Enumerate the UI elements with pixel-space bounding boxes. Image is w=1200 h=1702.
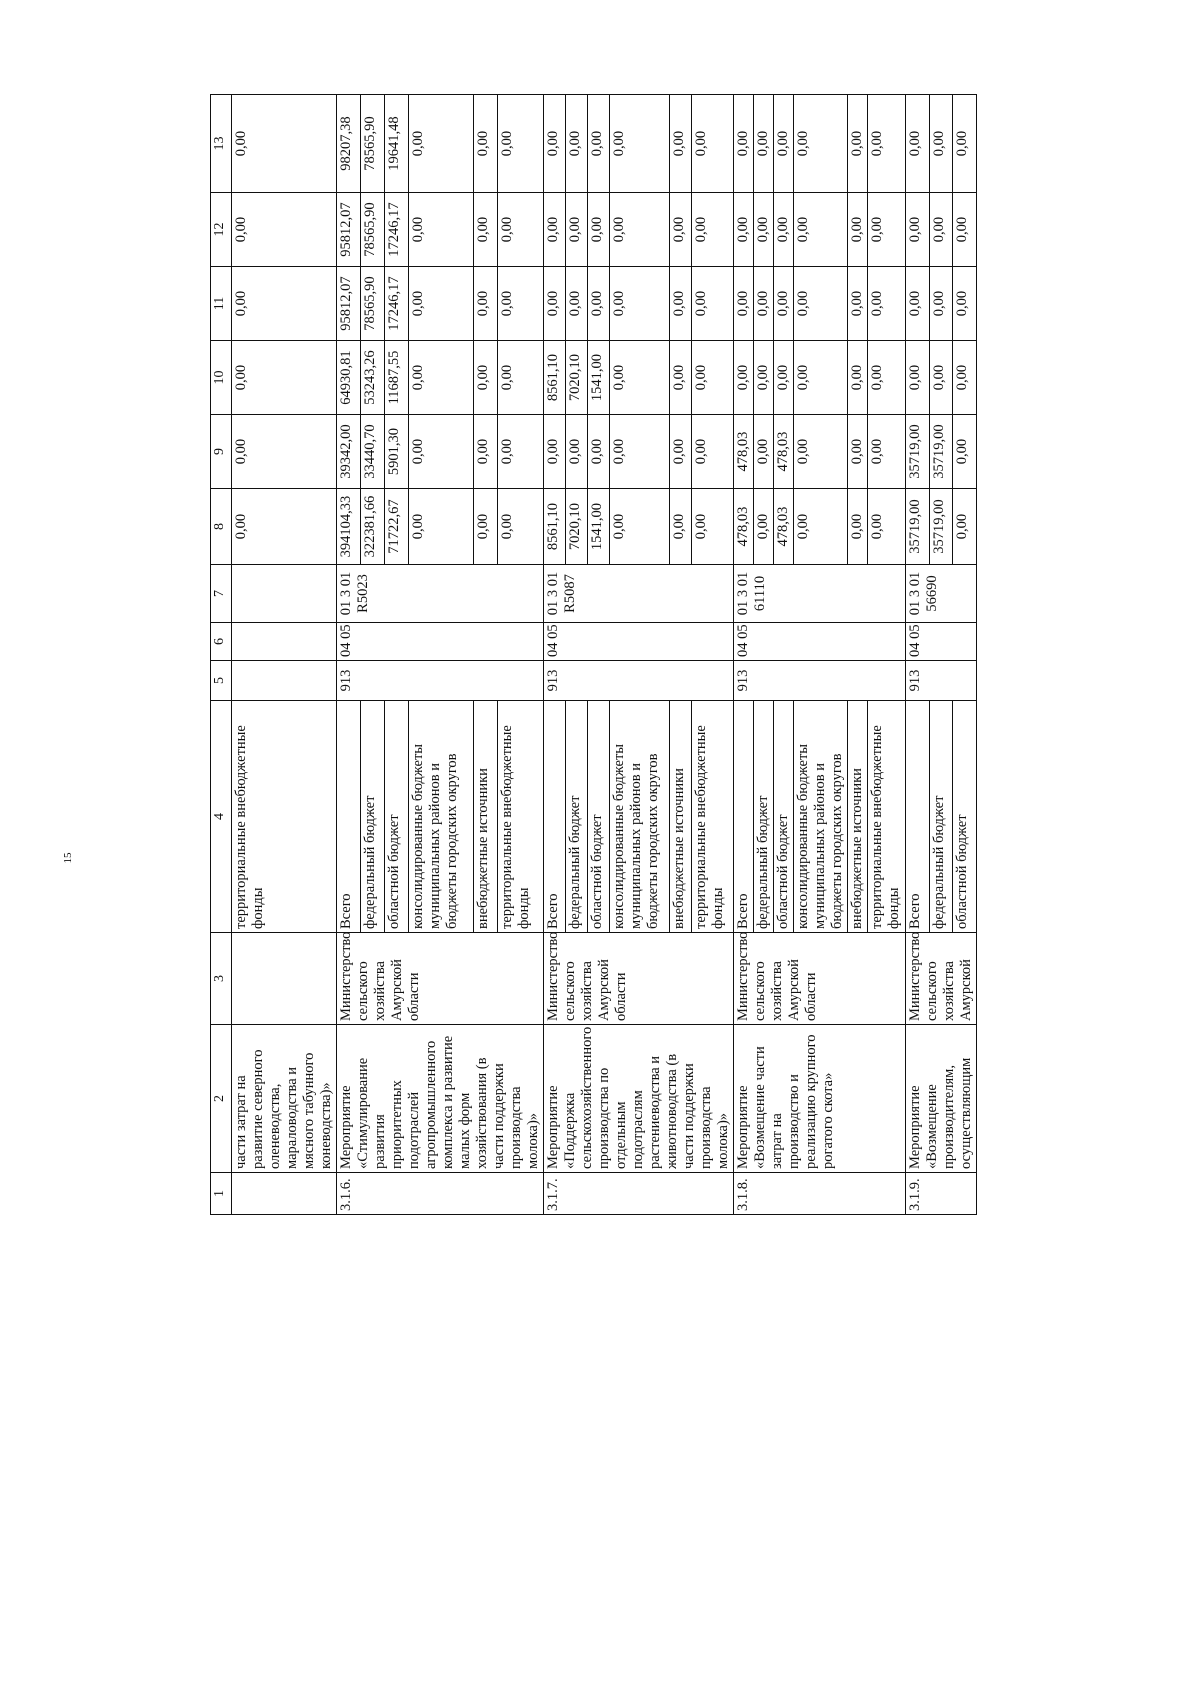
cell-value: 0,00 — [929, 341, 953, 415]
cell-value: 0,00 — [953, 341, 977, 415]
header-cell: 9 — [211, 415, 232, 489]
cell-value: 0,00 — [868, 415, 906, 489]
cell-rzpr: 04 05 — [906, 623, 977, 661]
cell-value: 0,00 — [610, 489, 670, 565]
cell-rzpr: 04 05 — [734, 623, 906, 661]
cell-value: 0,00 — [848, 489, 868, 565]
budget-table-sheet — [210, 95, 1102, 1215]
cell-value: 0,00 — [868, 267, 906, 341]
cell-source: областной бюджет — [774, 701, 794, 933]
header-cell: 7 — [211, 565, 232, 623]
cell-num: 3.1.8. — [734, 1173, 906, 1215]
cell-value: 0,00 — [691, 267, 733, 341]
cell-value: 0,00 — [232, 95, 337, 193]
cell-source: территориальные внебюджетные фонды — [232, 701, 337, 933]
header-cell: 2 — [211, 1025, 232, 1173]
cell-exec: Министерство сельского хозяйства Амурской области — [544, 933, 734, 1025]
cell-value: 0,00 — [588, 95, 610, 193]
cell-value: 98207,38 — [337, 95, 361, 193]
cell-value: 0,00 — [669, 267, 691, 341]
cell-value: 0,00 — [774, 341, 794, 415]
cell-value: 0,00 — [868, 193, 906, 267]
cell-value: 0,00 — [953, 267, 977, 341]
cell-value: 0,00 — [474, 489, 498, 565]
header-row — [211, 95, 232, 1215]
cell-source: областной бюджет — [385, 701, 409, 933]
cell-value: 478,03 — [774, 489, 794, 565]
cell-value: 0,00 — [953, 95, 977, 193]
cell-value: 0,00 — [566, 193, 588, 267]
cell-value: 0,00 — [754, 415, 774, 489]
cell-value: 0,00 — [953, 415, 977, 489]
cell-value: 0,00 — [868, 341, 906, 415]
cell-rzpr: 04 05 — [544, 623, 734, 661]
page-number: 15 — [62, 852, 74, 864]
cell-source: Всего — [544, 701, 566, 933]
cell-value: 78565,90 — [361, 267, 385, 341]
cell-value: 0,00 — [691, 489, 733, 565]
cell-source: Всего — [337, 701, 361, 933]
cell-value: 0,00 — [691, 415, 733, 489]
cell-value: 11687,55 — [385, 341, 409, 415]
cell-value: 95812,07 — [337, 267, 361, 341]
table-row — [544, 95, 566, 1215]
cell-value: 95812,07 — [337, 193, 361, 267]
cell-value: 0,00 — [610, 95, 670, 193]
header-cell: 4 — [211, 701, 232, 933]
cell-value: 0,00 — [544, 95, 566, 193]
cell-source: консолидированные бюджеты муниципальных районов и бюджеты городских округов — [409, 701, 474, 933]
cell-value: 8561,10 — [544, 341, 566, 415]
cell-value: 0,00 — [848, 341, 868, 415]
cell-value: 0,00 — [906, 95, 930, 193]
cell-source: внебюджетные источники — [474, 701, 498, 933]
cell-value: 0,00 — [409, 341, 474, 415]
cell-source: федеральный бюджет — [929, 701, 953, 933]
cell-value: 0,00 — [691, 95, 733, 193]
cell-csr: 01 3 01 61110 — [734, 565, 906, 623]
cell-value: 71722,67 — [385, 489, 409, 565]
cell-value: 0,00 — [848, 193, 868, 267]
cell-grbs: 913 — [544, 661, 734, 701]
cell-exec — [232, 933, 337, 1025]
cell-name: Мероприятие «Стимулирование развития приоритетных подотраслей агропромышленного комплекса и развитие малых форм хозяйствования (в части поддержки производства молока)» — [337, 1025, 544, 1173]
cell-value: 0,00 — [929, 95, 953, 193]
cell-grbs — [232, 661, 337, 701]
cell-source: территориальные внебюджетные фонды — [498, 701, 544, 933]
cell-value: 78565,90 — [361, 95, 385, 193]
header-cell: 8 — [211, 489, 232, 565]
cell-value: 0,00 — [544, 267, 566, 341]
cell-value: 0,00 — [669, 193, 691, 267]
cell-source: областной бюджет — [588, 701, 610, 933]
cell-value: 0,00 — [734, 193, 754, 267]
cell-value: 0,00 — [774, 267, 794, 341]
cell-value: 0,00 — [794, 341, 848, 415]
cell-value: 478,03 — [734, 415, 754, 489]
cell-value: 0,00 — [498, 489, 544, 565]
cell-value: 33440,70 — [361, 415, 385, 489]
cell-value: 0,00 — [409, 95, 474, 193]
cell-value: 0,00 — [232, 489, 337, 565]
cell-value: 7020,10 — [566, 341, 588, 415]
cell-value: 1541,00 — [588, 341, 610, 415]
cell-value: 0,00 — [929, 267, 953, 341]
header-cell: 12 — [211, 193, 232, 267]
cell-value: 0,00 — [929, 193, 953, 267]
cell-csr: 01 3 01 R5023 — [337, 565, 544, 623]
cell-value: 35719,00 — [929, 489, 953, 565]
cell-source: федеральный бюджет — [361, 701, 385, 933]
table-row — [734, 95, 754, 1215]
cell-value: 35719,00 — [906, 415, 930, 489]
cell-value: 0,00 — [588, 415, 610, 489]
cell-value: 0,00 — [754, 489, 774, 565]
cell-value: 0,00 — [610, 341, 670, 415]
cell-source: консолидированные бюджеты муниципальных районов и бюджеты городских округов — [610, 701, 670, 933]
cell-value: 0,00 — [868, 95, 906, 193]
cell-value: 0,00 — [754, 267, 774, 341]
cell-value: 0,00 — [409, 267, 474, 341]
cell-value: 5901,30 — [385, 415, 409, 489]
cell-value: 0,00 — [848, 415, 868, 489]
cell-value: 0,00 — [794, 95, 848, 193]
cell-value: 0,00 — [669, 489, 691, 565]
cell-exec: Министерство сельского хозяйства Амурской области — [734, 933, 906, 1025]
cell-value: 1541,00 — [588, 489, 610, 565]
cell-source: федеральный бюджет — [566, 701, 588, 933]
cell-value: 0,00 — [953, 193, 977, 267]
cell-value: 0,00 — [474, 267, 498, 341]
header-cell: 3 — [211, 933, 232, 1025]
cell-value: 8561,10 — [544, 489, 566, 565]
cell-num — [232, 1173, 337, 1215]
cell-value: 394104,33 — [337, 489, 361, 565]
cell-value: 0,00 — [669, 95, 691, 193]
cell-num: 3.1.6. — [337, 1173, 544, 1215]
cell-value: 322381,66 — [361, 489, 385, 565]
cell-source: территориальные внебюджетные фонды — [691, 701, 733, 933]
cell-value: 0,00 — [566, 95, 588, 193]
cell-value: 0,00 — [474, 193, 498, 267]
cell-value: 0,00 — [232, 193, 337, 267]
cell-value: 0,00 — [868, 489, 906, 565]
cell-name: Мероприятие «Возмещение части затрат на производство и реализацию крупного рогатого скота» — [734, 1025, 906, 1173]
cell-value: 0,00 — [734, 95, 754, 193]
cell-value: 0,00 — [691, 193, 733, 267]
cell-name: части затрат на развитие северного оленеводства, мараловодства и мясного табунного коневодства)» — [232, 1025, 337, 1173]
cell-value: 0,00 — [498, 267, 544, 341]
cell-value: 0,00 — [610, 267, 670, 341]
cell-value: 0,00 — [409, 193, 474, 267]
cell-value: 0,00 — [498, 415, 544, 489]
cell-value: 0,00 — [669, 415, 691, 489]
cell-source: консолидированные бюджеты муниципальных районов и бюджеты городских округов — [794, 701, 848, 933]
cell-value: 0,00 — [610, 415, 670, 489]
cell-value: 0,00 — [498, 95, 544, 193]
table-row — [337, 95, 361, 1215]
cell-value: 0,00 — [232, 267, 337, 341]
cell-grbs: 913 — [906, 661, 977, 701]
cell-value: 35719,00 — [906, 489, 930, 565]
cell-value: 17246,17 — [385, 193, 409, 267]
cell-value: 39342,00 — [337, 415, 361, 489]
cell-exec: Министерство сельского хозяйства Амурской — [906, 933, 977, 1025]
cell-value: 0,00 — [774, 193, 794, 267]
cell-value: 53243,26 — [361, 341, 385, 415]
cell-value: 0,00 — [232, 341, 337, 415]
cell-value: 0,00 — [906, 193, 930, 267]
cell-source: внебюджетные источники — [669, 701, 691, 933]
header-cell: 10 — [211, 341, 232, 415]
cell-value: 0,00 — [794, 267, 848, 341]
budget-table — [210, 94, 977, 1215]
cell-source: территориальные внебюджетные фонды — [868, 701, 906, 933]
cell-value: 19641,48 — [385, 95, 409, 193]
cell-rzpr: 04 05 — [337, 623, 544, 661]
cell-source: внебюджетные источники — [848, 701, 868, 933]
cell-value: 0,00 — [498, 193, 544, 267]
cell-value: 0,00 — [953, 489, 977, 565]
cell-value: 0,00 — [544, 415, 566, 489]
cell-value: 0,00 — [232, 415, 337, 489]
cell-value: 478,03 — [734, 489, 754, 565]
cell-value: 0,00 — [734, 267, 754, 341]
cell-name: Мероприятие «Поддержка сельскохозяйственного производства по отдельным подотраслям растениеводства и животноводства (в части поддержки производства молока)» — [544, 1025, 734, 1173]
cell-exec: Министерство сельского хозяйства Амурской области — [337, 933, 544, 1025]
cell-csr: 01 3 01 56690 — [906, 565, 977, 623]
cell-csr: 01 3 01 R5087 — [544, 565, 734, 623]
cell-value: 0,00 — [794, 415, 848, 489]
header-cell: 6 — [211, 623, 232, 661]
cell-value: 0,00 — [848, 95, 868, 193]
cell-source: федеральный бюджет — [754, 701, 774, 933]
cell-value: 0,00 — [409, 489, 474, 565]
cell-value: 64930,81 — [337, 341, 361, 415]
cell-value: 0,00 — [754, 193, 774, 267]
cell-value: 0,00 — [588, 193, 610, 267]
cell-source: областной бюджет — [953, 701, 977, 933]
cell-csr — [232, 565, 337, 623]
header-cell: 11 — [211, 267, 232, 341]
cell-value: 0,00 — [691, 341, 733, 415]
cell-value: 0,00 — [409, 415, 474, 489]
cell-num: 3.1.7. — [544, 1173, 734, 1215]
cell-grbs: 913 — [734, 661, 906, 701]
cell-value: 0,00 — [906, 267, 930, 341]
header-cell: 5 — [211, 661, 232, 701]
cell-value: 0,00 — [566, 415, 588, 489]
cell-name: Мероприятие «Возмещение производителям, осуществляющим — [906, 1025, 977, 1173]
header-cell: 13 — [211, 95, 232, 193]
cell-value: 0,00 — [474, 415, 498, 489]
cell-value: 0,00 — [734, 341, 754, 415]
cell-value: 0,00 — [848, 267, 868, 341]
cell-value: 17246,17 — [385, 267, 409, 341]
cell-value: 0,00 — [669, 341, 691, 415]
header-cell: 1 — [211, 1173, 232, 1215]
cell-value: 0,00 — [754, 341, 774, 415]
cell-value: 0,00 — [794, 489, 848, 565]
cell-value: 478,03 — [774, 415, 794, 489]
cell-value: 0,00 — [774, 95, 794, 193]
cell-value: 0,00 — [610, 193, 670, 267]
cell-value: 0,00 — [754, 95, 774, 193]
cell-value: 0,00 — [544, 193, 566, 267]
cell-num: 3.1.9. — [906, 1173, 977, 1215]
cell-rzpr — [232, 623, 337, 661]
cell-grbs: 913 — [337, 661, 544, 701]
cell-value: 78565,90 — [361, 193, 385, 267]
table-row — [906, 95, 930, 1215]
cell-value: 0,00 — [498, 341, 544, 415]
cell-value: 0,00 — [474, 95, 498, 193]
cell-value: 0,00 — [566, 267, 588, 341]
cell-value: 0,00 — [474, 341, 498, 415]
cell-value: 0,00 — [794, 193, 848, 267]
cell-source: Всего — [734, 701, 754, 933]
table-row — [232, 95, 337, 1215]
cell-source: Всего — [906, 701, 930, 933]
cell-value: 35719,00 — [929, 415, 953, 489]
cell-value: 0,00 — [906, 341, 930, 415]
cell-value: 0,00 — [588, 267, 610, 341]
cell-value: 7020,10 — [566, 489, 588, 565]
